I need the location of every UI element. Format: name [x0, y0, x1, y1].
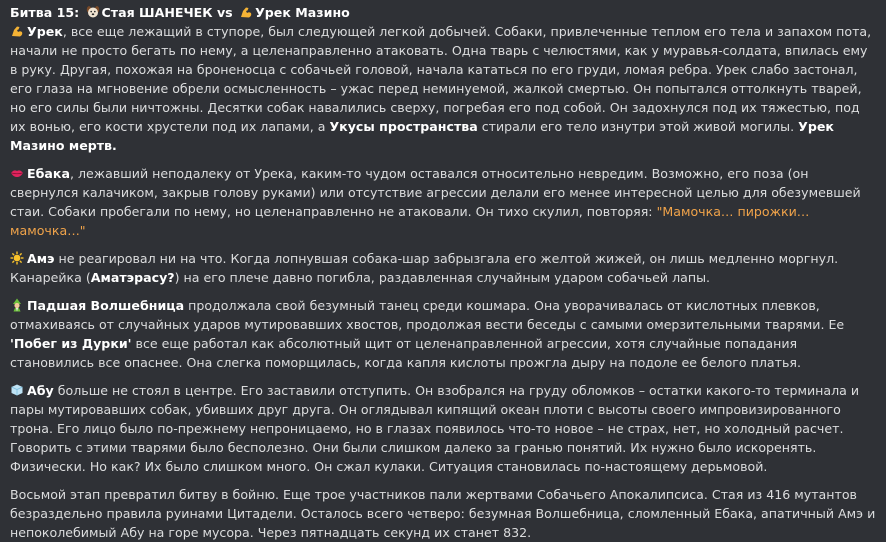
participant-name: Урек	[27, 24, 63, 39]
paragraph-text: не реагировал ни на что. Когда лопнувшая собака-шар забрызгала его желтой жижей, он лишь медленно моргнул. Канарейка (	[10, 251, 839, 285]
paragraph-text: Восьмой этап превратил битву в бойню. Еще трое участников пали жертвами Собачьего Апокалипсиса. Стая из 416 мутантов безраздельно правила руинами Цитадели. Осталось всего четверо: безумная Волшебница, сломленный Ебака, апатичный Амэ и непоколебимый Абу на горе мусора. Через пятнадцать секунд их станет 832.	[10, 487, 876, 540]
paragraph-ebaka	[10, 164, 878, 240]
death-announcement: Урек Мазино мертв.	[10, 119, 834, 153]
dog-face-icon	[86, 5, 100, 19]
team1-name: Стая ШАНЕЧЕК	[101, 5, 213, 20]
kiss-lips-icon	[10, 166, 24, 180]
paragraph-text: продолжала свой безумный танец среди кошмара. Она уворачивалась от кислотных плевков, отмахиваясь от случайных ударов мутировавших хвостов, продолжая вести беседы с самыми омерзительными тварями. Ее	[10, 298, 845, 332]
flexed-biceps-icon	[10, 24, 24, 38]
paragraph-text: стирали его тело изнутри этой живой могилы.	[477, 119, 799, 134]
paragraph-text: , все еще лежащий в ступоре, был следующей легкой добычей. Собаки, привлеченные теплом его тела и запахом пота, начали не просто бегать по нему, а целенаправленно атаковать. Одна тварь с челюстями, как у муравья-солдата, впилась ему в руку. Другая, похожая на броненосца с собачьей головой, начала кататься по его груди, ломая ребра. Урек слабо застонал, его глаза на мгновение обрели осмысленность – ужас перед неминуемой, жалкой смертью. Он попытался оттолкнуть тварей, но его силы были ничтожны. Десятки собак навалились сверху, погребая его под собой. Он задохнулся под их тяжестью, под их вонью, его кости хрустели под их лапами, а	[10, 24, 872, 134]
paragraph-urek	[10, 22, 878, 155]
ability-name: 'Побег из Дурки'	[10, 336, 132, 351]
participant-name: Амэ	[27, 251, 55, 266]
quote-text: "Мамочка… пирожки… мамочка…"	[10, 204, 810, 238]
paragraph-text: больше не стоял в центре. Его заставили отступить. Он взобрался на груду обломков – остатки какого-то терминала и пары мутировавших собак, убивших друг друга. Он оглядывал кипящий океан плоти с высоты своего импровизированного трона. Его лицо было по-прежнему непроницаемо, но в глазах появилось что-то новое – не страх, нет, но холодный расчет. Говорить с этими тварями было бесполезно. Они были слишком далеко за гранью понятий. Их нужно было искоренять. Физически. Но как? Их было слишком много. Он сжал кулаки. Ситуация становилась по-настоящему дерьмовой.	[10, 383, 860, 474]
battle-title	[10, 3, 878, 22]
battle-label: Битва 15:	[10, 5, 80, 20]
ability-name: Укусы пространства	[329, 119, 478, 134]
ice-cube-icon	[10, 383, 24, 397]
participant-name: Ебака	[27, 166, 70, 181]
flexed-biceps-icon	[239, 5, 253, 19]
participant-name: Падшая Волшебница	[27, 298, 185, 313]
paragraph-sorceress	[10, 296, 878, 372]
paragraph-text: , лежавший неподалеку от Урека, каким-то чудом оставался относительно невредим. Возможно, его поза (он свернулся калачиком, закрыв голову руками) или отсутствие агрессии делали его менее интересной целью для обезумевшей стаи. Собаки пробегали по нему, но целенаправленно не атаковали. Он тихо скулил, повторяя:	[10, 166, 861, 219]
paragraph-abu	[10, 381, 878, 476]
vs-label: vs	[216, 5, 233, 20]
paragraph-text: все еще работал как абсолютный щит от целенаправленной агрессии, хотя случайные попадания становились все опаснее. Она слегка поморщилась, когда капля кислоты прожгла дыру на подоле ее белого платья.	[10, 336, 801, 370]
mage-icon	[10, 298, 24, 312]
paragraph-ame	[10, 249, 878, 287]
team2-name: Урек Мазино	[255, 5, 350, 20]
paragraph-text: ) на его плече давно погибла, раздавленная случайным ударом собачьей лапы.	[174, 270, 711, 285]
paragraph-summary	[10, 485, 878, 542]
sun-icon	[10, 251, 24, 265]
pet-name: Аматэрасу?	[90, 270, 175, 285]
participant-name: Абу	[27, 383, 54, 398]
